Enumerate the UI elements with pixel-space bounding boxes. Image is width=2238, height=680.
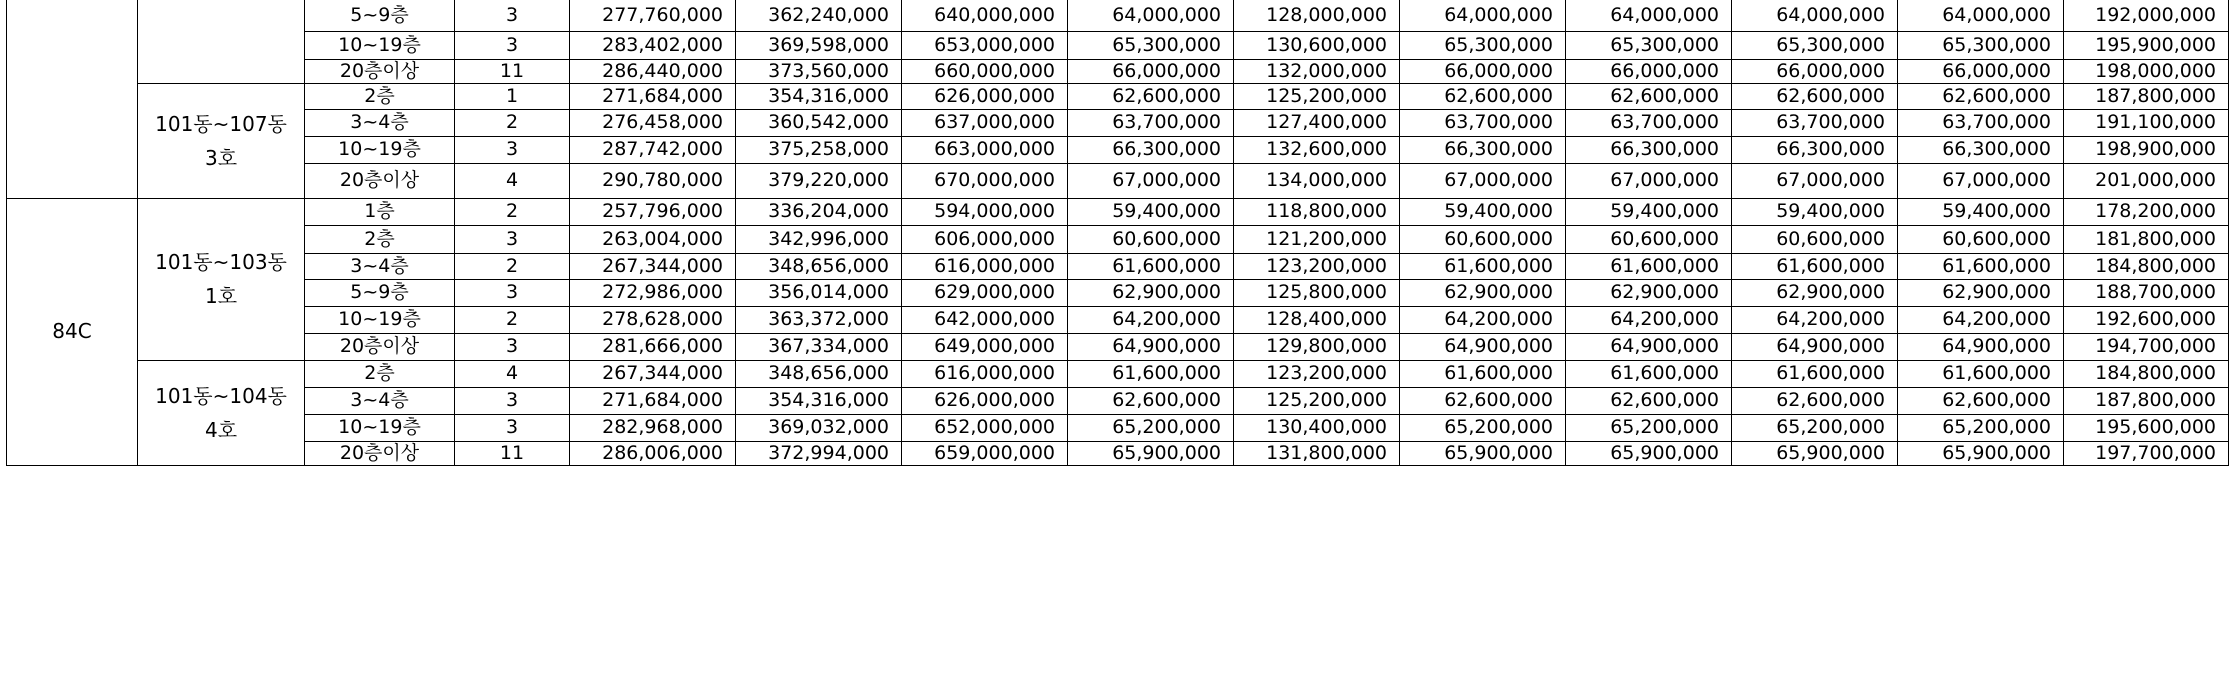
unit-count-cell: 3 [455, 31, 570, 59]
table-row [7, 109, 2229, 136]
amount-cell: 663,000,000 [902, 136, 1068, 163]
amount-cell: 59,400,000 [1898, 198, 2064, 225]
unit-count-cell: 3 [455, 414, 570, 441]
amount-cell: 130,600,000 [1234, 31, 1400, 59]
amount-cell: 62,600,000 [1400, 83, 1566, 109]
amount-cell: 65,900,000 [1732, 441, 1898, 465]
amount-cell: 65,900,000 [1068, 441, 1234, 465]
amount-cell: 62,900,000 [1068, 279, 1234, 306]
amount-cell: 271,684,000 [570, 387, 736, 414]
amount-cell: 62,600,000 [1400, 387, 1566, 414]
amount-cell: 130,400,000 [1234, 414, 1400, 441]
floor-range-cell: 2층 [305, 225, 455, 253]
amount-cell: 198,900,000 [2064, 136, 2229, 163]
amount-cell: 63,700,000 [1732, 109, 1898, 136]
amount-cell: 178,200,000 [2064, 198, 2229, 225]
amount-cell: 197,700,000 [2064, 441, 2229, 465]
amount-cell: 66,000,000 [1400, 59, 1566, 83]
amount-cell: 369,598,000 [736, 31, 902, 59]
amount-cell: 287,742,000 [570, 136, 736, 163]
table-row [7, 163, 2229, 198]
amount-cell: 372,994,000 [736, 441, 902, 465]
amount-cell: 281,666,000 [570, 333, 736, 360]
floor-range-cell: 20층이상 [305, 333, 455, 360]
table-row [7, 198, 2229, 225]
building-range-line: 101동~104동 [155, 383, 287, 408]
unit-count-cell: 2 [455, 109, 570, 136]
amount-cell: 59,400,000 [1068, 198, 1234, 225]
amount-cell: 283,402,000 [570, 31, 736, 59]
building-range-cell [138, 198, 305, 360]
floor-range-cell: 3~4층 [305, 253, 455, 279]
amount-cell: 64,000,000 [1898, 0, 2064, 31]
amount-cell: 282,968,000 [570, 414, 736, 441]
amount-cell: 64,000,000 [1068, 0, 1234, 31]
floor-range-cell: 3~4층 [305, 387, 455, 414]
amount-cell: 64,900,000 [1898, 333, 2064, 360]
amount-cell: 64,000,000 [1566, 0, 1732, 31]
amount-cell: 187,800,000 [2064, 387, 2229, 414]
amount-cell: 125,200,000 [1234, 83, 1400, 109]
table-row [7, 279, 2229, 306]
amount-cell: 184,800,000 [2064, 253, 2229, 279]
amount-cell: 64,200,000 [1566, 306, 1732, 333]
amount-cell: 62,600,000 [1566, 387, 1732, 414]
amount-cell: 354,316,000 [736, 83, 902, 109]
amount-cell: 64,000,000 [1732, 0, 1898, 31]
amount-cell: 118,800,000 [1234, 198, 1400, 225]
amount-cell: 62,600,000 [1068, 83, 1234, 109]
table-row [7, 387, 2229, 414]
amount-cell: 60,600,000 [1732, 225, 1898, 253]
amount-cell: 66,000,000 [1068, 59, 1234, 83]
amount-cell: 652,000,000 [902, 414, 1068, 441]
amount-cell: 65,300,000 [1400, 31, 1566, 59]
amount-cell: 59,400,000 [1566, 198, 1732, 225]
amount-cell: 354,316,000 [736, 387, 902, 414]
floor-range-cell: 10~19층 [305, 136, 455, 163]
table-row [7, 360, 2229, 387]
amount-cell: 134,000,000 [1234, 163, 1400, 198]
amount-cell: 66,300,000 [1400, 136, 1566, 163]
table-row [7, 136, 2229, 163]
amount-cell: 65,200,000 [1566, 414, 1732, 441]
floor-range-cell: 20층이상 [305, 59, 455, 83]
amount-cell: 276,458,000 [570, 109, 736, 136]
amount-cell: 62,600,000 [1898, 387, 2064, 414]
amount-cell: 132,000,000 [1234, 59, 1400, 83]
amount-cell: 181,800,000 [2064, 225, 2229, 253]
amount-cell: 65,200,000 [1400, 414, 1566, 441]
amount-cell: 65,300,000 [1068, 31, 1234, 59]
amount-cell: 66,300,000 [1732, 136, 1898, 163]
table-row [7, 414, 2229, 441]
amount-cell: 594,000,000 [902, 198, 1068, 225]
amount-cell: 375,258,000 [736, 136, 902, 163]
amount-cell: 60,600,000 [1400, 225, 1566, 253]
amount-cell: 616,000,000 [902, 253, 1068, 279]
unit-count-cell: 4 [455, 360, 570, 387]
amount-cell: 642,000,000 [902, 306, 1068, 333]
floor-range-cell: 1층 [305, 198, 455, 225]
amount-cell: 121,200,000 [1234, 225, 1400, 253]
amount-cell: 129,800,000 [1234, 333, 1400, 360]
amount-cell: 64,200,000 [1898, 306, 2064, 333]
unit-count-cell: 2 [455, 253, 570, 279]
floor-range-cell: 5~9층 [305, 0, 455, 31]
amount-cell: 67,000,000 [1068, 163, 1234, 198]
amount-cell: 348,656,000 [736, 253, 902, 279]
building-range-cell [138, 83, 305, 198]
amount-cell: 61,600,000 [1400, 253, 1566, 279]
amount-cell: 65,300,000 [1898, 31, 2064, 59]
amount-cell: 616,000,000 [902, 360, 1068, 387]
building-range-line: 101동~107동 [155, 111, 287, 136]
amount-cell: 640,000,000 [902, 0, 1068, 31]
amount-cell: 187,800,000 [2064, 83, 2229, 109]
building-range-line: 4호 [204, 417, 238, 442]
unit-count-cell: 4 [455, 163, 570, 198]
amount-cell: 65,900,000 [1400, 441, 1566, 465]
amount-cell: 65,300,000 [1732, 31, 1898, 59]
amount-cell: 60,600,000 [1566, 225, 1732, 253]
amount-cell: 342,996,000 [736, 225, 902, 253]
amount-cell: 649,000,000 [902, 333, 1068, 360]
price-table [6, 0, 2229, 466]
amount-cell: 123,200,000 [1234, 253, 1400, 279]
table-row [7, 0, 2229, 31]
floor-range-cell: 2층 [305, 360, 455, 387]
amount-cell: 66,300,000 [1898, 136, 2064, 163]
amount-cell: 123,200,000 [1234, 360, 1400, 387]
amount-cell: 637,000,000 [902, 109, 1068, 136]
amount-cell: 66,000,000 [1566, 59, 1732, 83]
amount-cell: 61,600,000 [1732, 253, 1898, 279]
amount-cell: 362,240,000 [736, 0, 902, 31]
amount-cell: 67,000,000 [1400, 163, 1566, 198]
building-range-line: 1호 [204, 284, 238, 308]
amount-cell: 64,200,000 [1068, 306, 1234, 333]
unit-type-cell: 84C [7, 198, 138, 465]
amount-cell: 277,760,000 [570, 0, 736, 31]
amount-cell: 184,800,000 [2064, 360, 2229, 387]
amount-cell: 286,006,000 [570, 441, 736, 465]
table-row [7, 31, 2229, 59]
amount-cell: 271,684,000 [570, 83, 736, 109]
amount-cell: 195,600,000 [2064, 414, 2229, 441]
table-row [7, 225, 2229, 253]
amount-cell: 64,000,000 [1400, 0, 1566, 31]
amount-cell: 62,600,000 [1732, 387, 1898, 414]
amount-cell: 61,600,000 [1732, 360, 1898, 387]
amount-cell: 65,900,000 [1898, 441, 2064, 465]
amount-cell: 626,000,000 [902, 83, 1068, 109]
amount-cell: 125,800,000 [1234, 279, 1400, 306]
unit-count-cell: 3 [455, 333, 570, 360]
amount-cell: 192,600,000 [2064, 306, 2229, 333]
amount-cell: 660,000,000 [902, 59, 1068, 83]
floor-range-cell: 10~19층 [305, 414, 455, 441]
amount-cell: 670,000,000 [902, 163, 1068, 198]
unit-count-cell: 2 [455, 198, 570, 225]
amount-cell: 64,900,000 [1068, 333, 1234, 360]
amount-cell: 64,900,000 [1732, 333, 1898, 360]
amount-cell: 64,900,000 [1566, 333, 1732, 360]
table-row [7, 333, 2229, 360]
amount-cell: 62,900,000 [1400, 279, 1566, 306]
amount-cell: 132,600,000 [1234, 136, 1400, 163]
amount-cell: 367,334,000 [736, 333, 902, 360]
amount-cell: 267,344,000 [570, 360, 736, 387]
amount-cell: 61,600,000 [1898, 253, 2064, 279]
amount-cell: 61,600,000 [1400, 360, 1566, 387]
amount-cell: 188,700,000 [2064, 279, 2229, 306]
amount-cell: 64,200,000 [1400, 306, 1566, 333]
unit-count-cell: 3 [455, 0, 570, 31]
amount-cell: 278,628,000 [570, 306, 736, 333]
amount-cell: 62,900,000 [1732, 279, 1898, 306]
amount-cell: 290,780,000 [570, 163, 736, 198]
building-range-cell [138, 360, 305, 465]
amount-cell: 66,300,000 [1068, 136, 1234, 163]
amount-cell: 61,600,000 [1068, 253, 1234, 279]
amount-cell: 360,542,000 [736, 109, 902, 136]
unit-count-cell: 11 [455, 59, 570, 83]
amount-cell: 194,700,000 [2064, 333, 2229, 360]
amount-cell: 195,900,000 [2064, 31, 2229, 59]
amount-cell: 66,300,000 [1566, 136, 1732, 163]
amount-cell: 59,400,000 [1400, 198, 1566, 225]
amount-cell: 61,600,000 [1566, 253, 1732, 279]
amount-cell: 369,032,000 [736, 414, 902, 441]
amount-cell: 286,440,000 [570, 59, 736, 83]
unit-count-cell: 1 [455, 83, 570, 109]
amount-cell: 201,000,000 [2064, 163, 2229, 198]
amount-cell: 62,600,000 [1068, 387, 1234, 414]
amount-cell: 64,200,000 [1732, 306, 1898, 333]
floor-range-cell: 20층이상 [305, 441, 455, 465]
table-row [7, 83, 2229, 109]
floor-range-cell: 2층 [305, 83, 455, 109]
table-row [7, 59, 2229, 83]
amount-cell: 62,600,000 [1732, 83, 1898, 109]
unit-count-cell: 11 [455, 441, 570, 465]
building-range-cell [138, 0, 305, 83]
amount-cell: 659,000,000 [902, 441, 1068, 465]
unit-count-cell: 3 [455, 225, 570, 253]
amount-cell: 61,600,000 [1898, 360, 2064, 387]
amount-cell: 67,000,000 [1898, 163, 2064, 198]
amount-cell: 348,656,000 [736, 360, 902, 387]
amount-cell: 65,200,000 [1068, 414, 1234, 441]
amount-cell: 257,796,000 [570, 198, 736, 225]
amount-cell: 65,900,000 [1566, 441, 1732, 465]
amount-cell: 379,220,000 [736, 163, 902, 198]
amount-cell: 263,004,000 [570, 225, 736, 253]
amount-cell: 125,200,000 [1234, 387, 1400, 414]
floor-range-cell: 5~9층 [305, 279, 455, 306]
amount-cell: 61,600,000 [1566, 360, 1732, 387]
floor-range-cell: 10~19층 [305, 31, 455, 59]
amount-cell: 65,200,000 [1898, 414, 2064, 441]
building-range-line: 3호 [204, 145, 238, 170]
amount-cell: 127,400,000 [1234, 109, 1400, 136]
amount-cell: 62,600,000 [1898, 83, 2064, 109]
unit-type-cell [7, 0, 138, 198]
amount-cell: 128,000,000 [1234, 0, 1400, 31]
amount-cell: 62,900,000 [1566, 279, 1732, 306]
amount-cell: 356,014,000 [736, 279, 902, 306]
table-row [7, 441, 2229, 465]
amount-cell: 62,600,000 [1566, 83, 1732, 109]
floor-range-cell: 20층이상 [305, 163, 455, 198]
amount-cell: 336,204,000 [736, 198, 902, 225]
amount-cell: 65,200,000 [1732, 414, 1898, 441]
table-row [7, 253, 2229, 279]
amount-cell: 198,000,000 [2064, 59, 2229, 83]
amount-cell: 63,700,000 [1898, 109, 2064, 136]
amount-cell: 128,400,000 [1234, 306, 1400, 333]
amount-cell: 192,000,000 [2064, 0, 2229, 31]
amount-cell: 61,600,000 [1068, 360, 1234, 387]
amount-cell: 63,700,000 [1068, 109, 1234, 136]
amount-cell: 373,560,000 [736, 59, 902, 83]
amount-cell: 62,900,000 [1898, 279, 2064, 306]
amount-cell: 626,000,000 [902, 387, 1068, 414]
amount-cell: 63,700,000 [1566, 109, 1732, 136]
unit-count-cell: 3 [455, 279, 570, 306]
amount-cell: 653,000,000 [902, 31, 1068, 59]
amount-cell: 66,000,000 [1898, 59, 2064, 83]
amount-cell: 65,300,000 [1566, 31, 1732, 59]
amount-cell: 66,000,000 [1732, 59, 1898, 83]
building-range-line: 101동~103동 [155, 250, 287, 274]
amount-cell: 363,372,000 [736, 306, 902, 333]
unit-count-cell: 3 [455, 387, 570, 414]
amount-cell: 191,100,000 [2064, 109, 2229, 136]
floor-range-cell: 3~4층 [305, 109, 455, 136]
amount-cell: 272,986,000 [570, 279, 736, 306]
table-row [7, 306, 2229, 333]
amount-cell: 267,344,000 [570, 253, 736, 279]
amount-cell: 60,600,000 [1898, 225, 2064, 253]
amount-cell: 131,800,000 [1234, 441, 1400, 465]
amount-cell: 59,400,000 [1732, 198, 1898, 225]
unit-count-cell: 3 [455, 136, 570, 163]
amount-cell: 64,900,000 [1400, 333, 1566, 360]
amount-cell: 67,000,000 [1566, 163, 1732, 198]
table-body [7, 0, 2229, 465]
amount-cell: 67,000,000 [1732, 163, 1898, 198]
amount-cell: 606,000,000 [902, 225, 1068, 253]
amount-cell: 63,700,000 [1400, 109, 1566, 136]
amount-cell: 629,000,000 [902, 279, 1068, 306]
floor-range-cell: 10~19층 [305, 306, 455, 333]
unit-count-cell: 2 [455, 306, 570, 333]
amount-cell: 60,600,000 [1068, 225, 1234, 253]
